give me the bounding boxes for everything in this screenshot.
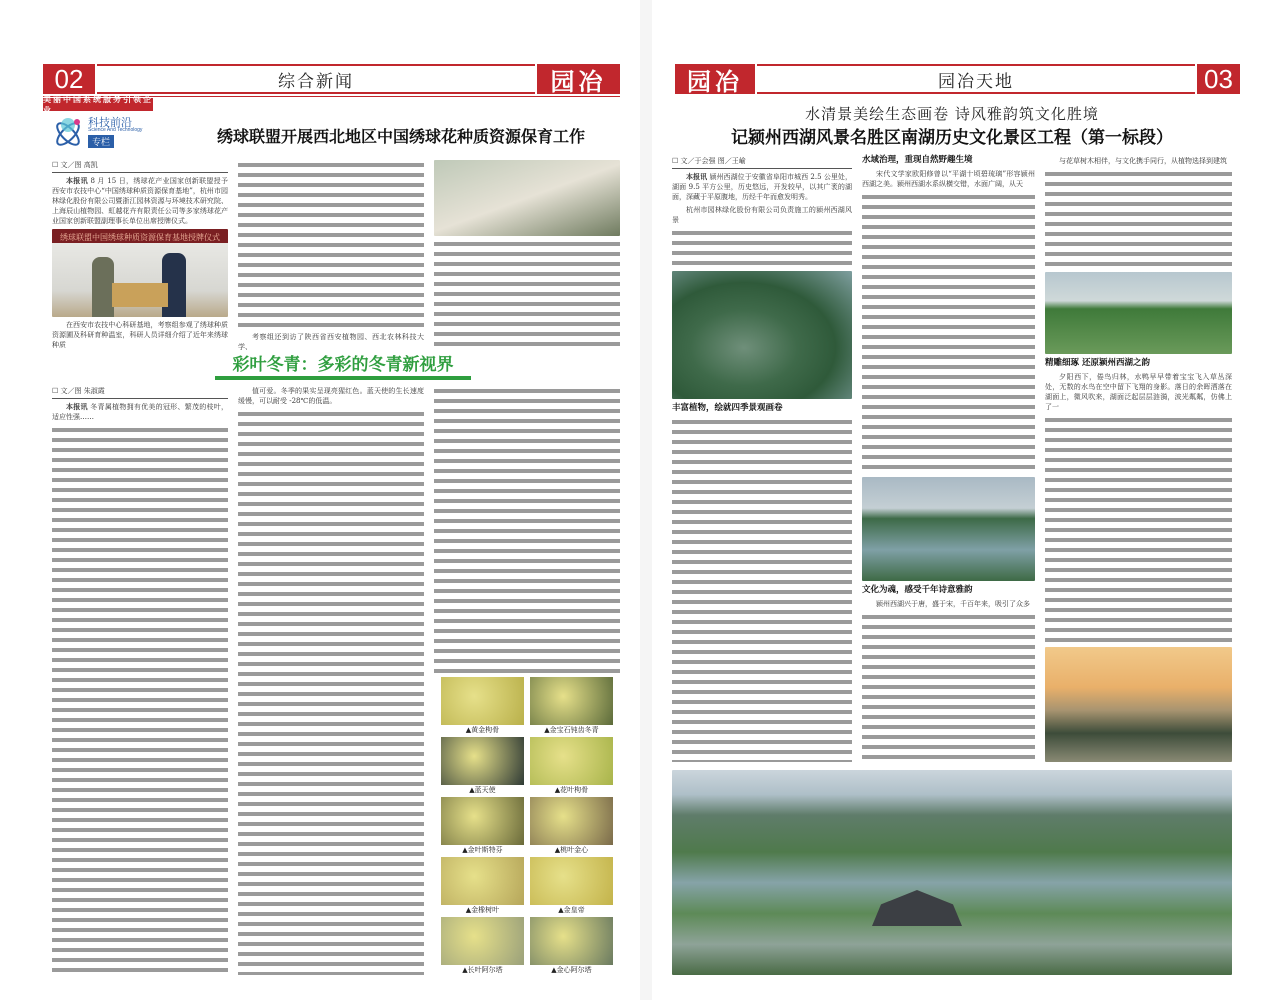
plant-image bbox=[530, 797, 613, 845]
byline: ☐ 文／于会强 图／王崳 bbox=[672, 156, 852, 169]
section-title: 综合新闻 bbox=[97, 64, 535, 94]
byline: ☐ 文／图 朱淑霞 bbox=[52, 386, 228, 399]
holly-photo bbox=[441, 677, 524, 735]
photo-caption: ▲黄金枸骨 bbox=[465, 726, 500, 734]
article-text: 杭州市园林绿化股份有限公司负责施工的颍州西湖风景 bbox=[672, 206, 852, 224]
plant-image bbox=[441, 677, 524, 725]
article-text: 与花草树木相伴，与文化携手同行，从植物选择到建筑 bbox=[1059, 157, 1227, 165]
lead-paragraph: 本报讯 8 月 15 日，绣球花产业国家创新联盟授予西安市农技中心“中国绣球种质资源保育基地”，杭州市园林绿化股份有限公司暨浙江园林资源与环境技术研究院、上海辰山植物园、虹越花卉有限责任公司等多家绣球花产业国家创新联盟副理事长单位出席授牌仪式。 bbox=[52, 176, 228, 225]
article-text-column bbox=[52, 425, 228, 975]
page-number: 03 bbox=[1197, 64, 1240, 94]
plant-image bbox=[530, 917, 613, 965]
aerial-lake-photo bbox=[672, 271, 852, 399]
section-subhead: 精雕细琢 还原颍州西湖之韵 bbox=[1045, 358, 1150, 368]
wetland-photo bbox=[862, 477, 1035, 581]
article-text: 宋代文学家欧阳修曾以“平湖十顷碧琉璃”形容颍州西湖之美。颍州西湖水系纵横交错，水面广阔，从天 bbox=[862, 170, 1035, 188]
photo-caption: ▲花叶枸骨 bbox=[554, 786, 589, 794]
plant-image bbox=[530, 677, 613, 725]
brand-logo: 园冶 bbox=[675, 64, 755, 94]
lead-paragraph: 本报讯 冬青属植物拥有优美的冠形、繁茂的枝叶，适应性强…… bbox=[52, 402, 228, 421]
holly-photo-grid bbox=[441, 677, 613, 975]
article-text-column bbox=[672, 228, 852, 268]
article-text-column bbox=[862, 612, 1035, 762]
photo-caption: ▲金叶斯特芬 bbox=[462, 846, 503, 854]
photo-caption: ▲金宝石钝齿冬青 bbox=[544, 726, 599, 734]
photo-caption: ▲长叶阿尔塔 bbox=[462, 966, 503, 974]
section-title: 园冶天地 bbox=[757, 64, 1195, 94]
section-subhead: 文化为魂，感受千年诗意雅韵 bbox=[862, 585, 973, 595]
article-text-column bbox=[1045, 415, 1232, 644]
article-headline: 彩叶冬青：多彩的冬青新视界 bbox=[215, 354, 471, 380]
page-number: 02 bbox=[43, 64, 95, 94]
holly-photo bbox=[530, 857, 613, 915]
article-text: 考察组还到访了陕西省西安植物园、西北农林科技大学、 bbox=[238, 333, 424, 351]
column-logo: 科技前沿 Science And Technology 专栏 bbox=[52, 114, 182, 154]
section-subhead: 水域治理，重现自然野趣生境 bbox=[862, 155, 973, 165]
tagline: 美丽中国系统服务引领企业 bbox=[43, 93, 153, 115]
article-text-column bbox=[238, 160, 424, 329]
brand-logo: 园冶 bbox=[537, 64, 620, 94]
article-text-column bbox=[238, 409, 424, 975]
plant-image bbox=[441, 857, 524, 905]
photo-caption: ▲金橡树叶 bbox=[465, 906, 500, 914]
photo-caption: ▲桃叶金心 bbox=[554, 846, 589, 854]
holly-photo bbox=[441, 797, 524, 855]
article-text-column bbox=[862, 192, 1035, 474]
atom-icon bbox=[52, 116, 84, 152]
holly-photo bbox=[530, 797, 613, 855]
greenhouse-photo bbox=[434, 160, 620, 236]
plant-image bbox=[441, 737, 524, 785]
article-text-column bbox=[672, 417, 852, 762]
holly-photo bbox=[530, 917, 613, 975]
byline: ☐ 文／图 高凯 bbox=[52, 160, 228, 173]
article-text-column bbox=[1045, 169, 1232, 269]
article-text-column bbox=[434, 239, 620, 348]
photo-caption: ▲蓝天使 bbox=[469, 786, 496, 794]
plant-image bbox=[530, 737, 613, 785]
lotus-pond-photo bbox=[1045, 272, 1232, 354]
photo-caption: ▲金皇帝 bbox=[558, 906, 585, 914]
article-text: 值可爱。冬季的果实呈现亮猩红色。蓝天使的生长速度缓慢，可以耐受 -28℃的低温。 bbox=[238, 387, 424, 405]
section-subhead: 丰富植物，绘就四季景观画卷 bbox=[672, 403, 783, 413]
article-headline: 记颍州西湖风景名胜区南湖历史文化景区工程（第一标段） bbox=[731, 128, 1173, 148]
panorama-aerial-photo bbox=[672, 770, 1232, 975]
plant-image bbox=[530, 857, 613, 905]
plant-image bbox=[441, 797, 524, 845]
sunset-lake-photo bbox=[1045, 647, 1232, 762]
article-text-column bbox=[434, 386, 620, 674]
holly-photo bbox=[530, 677, 613, 735]
article-text: 颍州西湖兴于唐，盛于宋，千百年来，吸引了众多 bbox=[876, 600, 1030, 608]
holly-photo bbox=[441, 857, 524, 915]
lead-paragraph: 本报讯 颍州西湖位于安徽省阜阳市城西 2.5 公里处，湖面 9.5 平方公里，历史悠远，开发较早，以其广袤的湖面，深藏于平原腹地，历经千年而愈发明秀。 bbox=[672, 172, 852, 201]
article-headline: 绣球联盟开展西北地区中国绣球花种质资源保育工作 bbox=[216, 127, 585, 146]
holly-photo bbox=[530, 737, 613, 795]
holly-photo bbox=[441, 737, 524, 795]
article-text: 夕阳西下，倦鸟归林，水鸭早早带着宝宝飞入草丛深处，无数的水鸟在空中留下飞翔的身影。落日的余晖洒落在湖面上，微风吹来，湖面泛起层层涟漪，波光粼粼，仿佛上了一 bbox=[1045, 373, 1232, 411]
photo-caption: 在西安市农技中心科研基地，考察组参观了绣球种质资源圃及科研育种温室，科研人员详细介绍了近年来绣球种质 bbox=[52, 321, 228, 349]
photo-caption: ▲金心阿尔塔 bbox=[551, 966, 592, 974]
plant-image bbox=[441, 917, 524, 965]
article-subtitle: 水清景美绘生态画卷 诗风雅韵筑文化胜境 bbox=[805, 105, 1099, 123]
holly-photo bbox=[441, 917, 524, 975]
ceremony-photo: 绣球联盟中国绣球种质资源保育基地授牌仪式 bbox=[52, 229, 228, 317]
